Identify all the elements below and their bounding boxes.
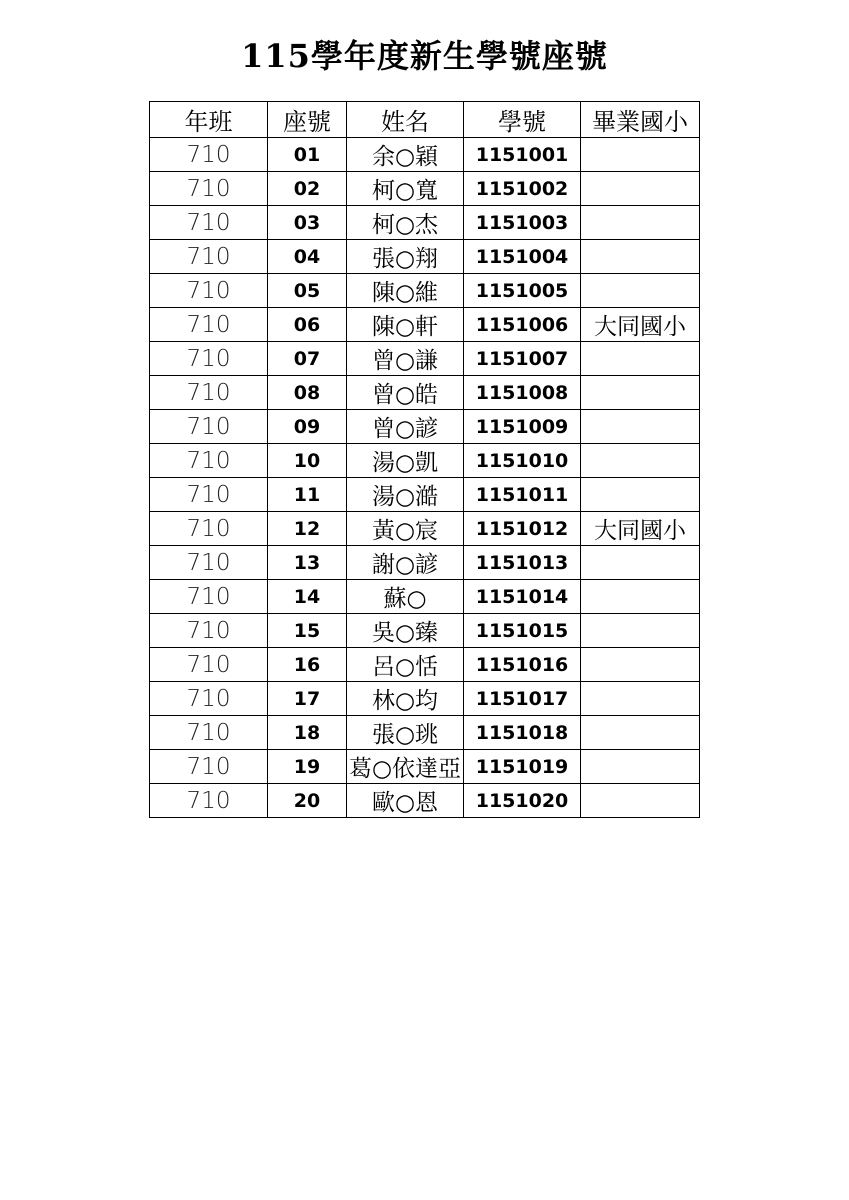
school-cell xyxy=(581,750,700,784)
seat-cell: 09 xyxy=(268,410,347,444)
table-body xyxy=(150,138,700,818)
school-cell xyxy=(581,172,700,206)
name-cell: 陳○維 xyxy=(347,274,464,308)
class-cell: 710 xyxy=(150,784,268,818)
name-cell: 林○均 xyxy=(347,682,464,716)
class-cell: 710 xyxy=(150,444,268,478)
name-cell: 曾○謙 xyxy=(347,342,464,376)
class-cell: 710 xyxy=(150,138,268,172)
name-cell: 蘇○ xyxy=(347,580,464,614)
student-id-cell: 1151003 xyxy=(464,206,581,240)
table-row xyxy=(150,206,700,240)
student-id-cell: 1151017 xyxy=(464,682,581,716)
school-cell xyxy=(581,138,700,172)
name-cell: 張○翔 xyxy=(347,240,464,274)
table-row xyxy=(150,444,700,478)
student-id-cell: 1151002 xyxy=(464,172,581,206)
name-cell: 黃○宸 xyxy=(347,512,464,546)
seat-cell: 08 xyxy=(268,376,347,410)
table-row xyxy=(150,716,700,750)
name-cell: 謝○諺 xyxy=(347,546,464,580)
student-id-cell: 1151014 xyxy=(464,580,581,614)
student-id-cell: 1151015 xyxy=(464,614,581,648)
name-cell: 曾○諺 xyxy=(347,410,464,444)
seat-cell: 19 xyxy=(268,750,347,784)
seat-cell: 03 xyxy=(268,206,347,240)
name-cell: 吳○臻 xyxy=(347,614,464,648)
name-cell: 曾○皓 xyxy=(347,376,464,410)
school-cell xyxy=(581,274,700,308)
student-id-cell: 1151010 xyxy=(464,444,581,478)
seat-cell: 02 xyxy=(268,172,347,206)
seat-cell: 17 xyxy=(268,682,347,716)
seat-cell: 01 xyxy=(268,138,347,172)
seat-cell: 14 xyxy=(268,580,347,614)
class-cell: 710 xyxy=(150,750,268,784)
table-row xyxy=(150,546,700,580)
table-row xyxy=(150,274,700,308)
class-cell: 710 xyxy=(150,512,268,546)
student-id-cell: 1151012 xyxy=(464,512,581,546)
class-cell: 710 xyxy=(150,274,268,308)
name-cell: 余○穎 xyxy=(347,138,464,172)
school-cell xyxy=(581,206,700,240)
class-cell: 710 xyxy=(150,376,268,410)
student-id-cell: 1151001 xyxy=(464,138,581,172)
student-id-cell: 1151006 xyxy=(464,308,581,342)
name-cell: 柯○杰 xyxy=(347,206,464,240)
page-title: 115學年度新生學號座號 xyxy=(241,37,608,75)
class-cell: 710 xyxy=(150,172,268,206)
student-id-cell: 1151020 xyxy=(464,784,581,818)
seat-cell: 07 xyxy=(268,342,347,376)
seat-cell: 13 xyxy=(268,546,347,580)
seat-cell: 15 xyxy=(268,614,347,648)
student-id-cell: 1151005 xyxy=(464,274,581,308)
class-cell: 710 xyxy=(150,342,268,376)
table-row xyxy=(150,410,700,444)
seat-cell: 05 xyxy=(268,274,347,308)
class-cell: 710 xyxy=(150,614,268,648)
student-id-cell: 1151013 xyxy=(464,546,581,580)
seat-cell: 06 xyxy=(268,308,347,342)
table-row xyxy=(150,784,700,818)
class-cell: 710 xyxy=(150,478,268,512)
seat-cell: 11 xyxy=(268,478,347,512)
seat-cell: 20 xyxy=(268,784,347,818)
class-cell: 710 xyxy=(150,546,268,580)
student-id-cell: 1151004 xyxy=(464,240,581,274)
school-cell xyxy=(581,580,700,614)
header-student-id: 學號 xyxy=(464,102,581,138)
school-cell xyxy=(581,376,700,410)
name-cell: 陳○軒 xyxy=(347,308,464,342)
school-cell xyxy=(581,444,700,478)
table-header-row xyxy=(150,102,700,138)
school-cell xyxy=(581,716,700,750)
class-cell: 710 xyxy=(150,682,268,716)
school-cell xyxy=(581,682,700,716)
header-name: 姓名 xyxy=(347,102,464,138)
seat-cell: 18 xyxy=(268,716,347,750)
student-roster-table xyxy=(149,101,700,818)
table-row xyxy=(150,138,700,172)
name-cell: 張○珧 xyxy=(347,716,464,750)
school-cell xyxy=(581,784,700,818)
seat-cell: 04 xyxy=(268,240,347,274)
seat-cell: 12 xyxy=(268,512,347,546)
student-id-cell: 1151016 xyxy=(464,648,581,682)
class-cell: 710 xyxy=(150,206,268,240)
school-cell xyxy=(581,546,700,580)
class-cell: 710 xyxy=(150,308,268,342)
name-cell: 歐○恩 xyxy=(347,784,464,818)
table-row xyxy=(150,478,700,512)
header-seat: 座號 xyxy=(268,102,347,138)
name-cell: 呂○恬 xyxy=(347,648,464,682)
school-cell: 大同國小 xyxy=(581,308,700,342)
school-cell xyxy=(581,240,700,274)
school-cell xyxy=(581,648,700,682)
school-cell xyxy=(581,478,700,512)
table-row xyxy=(150,614,700,648)
table-row xyxy=(150,342,700,376)
table-row xyxy=(150,648,700,682)
table-row xyxy=(150,512,700,546)
class-cell: 710 xyxy=(150,648,268,682)
class-cell: 710 xyxy=(150,716,268,750)
name-cell: 柯○寬 xyxy=(347,172,464,206)
school-cell xyxy=(581,410,700,444)
school-cell: 大同國小 xyxy=(581,512,700,546)
table-row xyxy=(150,308,700,342)
student-id-cell: 1151009 xyxy=(464,410,581,444)
name-cell: 湯○凱 xyxy=(347,444,464,478)
table-row xyxy=(150,240,700,274)
class-cell: 710 xyxy=(150,580,268,614)
class-cell: 710 xyxy=(150,240,268,274)
school-cell xyxy=(581,342,700,376)
student-id-cell: 1151007 xyxy=(464,342,581,376)
student-id-cell: 1151008 xyxy=(464,376,581,410)
student-id-cell: 1151019 xyxy=(464,750,581,784)
table-row xyxy=(150,750,700,784)
seat-cell: 10 xyxy=(268,444,347,478)
name-cell: 湯○澔 xyxy=(347,478,464,512)
table-row xyxy=(150,376,700,410)
name-cell: 葛○依達亞 xyxy=(347,750,464,784)
header-class: 年班 xyxy=(150,102,268,138)
class-cell: 710 xyxy=(150,410,268,444)
school-cell xyxy=(581,614,700,648)
table-row xyxy=(150,580,700,614)
table-row xyxy=(150,172,700,206)
student-id-cell: 1151018 xyxy=(464,716,581,750)
student-id-cell: 1151011 xyxy=(464,478,581,512)
seat-cell: 16 xyxy=(268,648,347,682)
table-row xyxy=(150,682,700,716)
header-school: 畢業國小 xyxy=(581,102,700,138)
